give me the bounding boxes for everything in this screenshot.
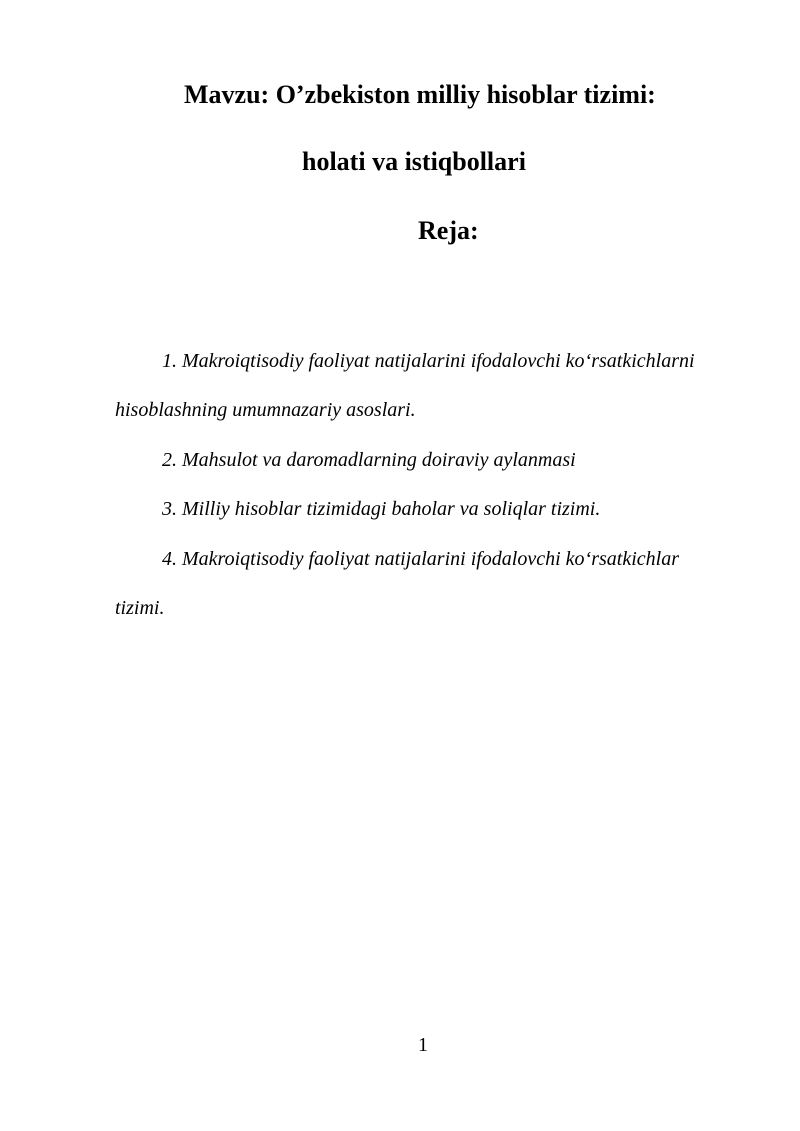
plan-item-4-line-2: tizimi. <box>115 597 165 619</box>
plan-item-4-line-1: 4. Makroiqtisodiy faoliyat natijalarini ifodalovchi ko‘rsatkichlar <box>162 548 679 570</box>
plan-item-1-line-2: hisoblashning umumnazariy asoslari. <box>115 399 416 421</box>
document-title-line-1: Mavzu: O’zbekiston milliy hisoblar tizimi: <box>184 80 656 109</box>
plan-item-3: 3. Milliy hisoblar tizimidagi baholar va soliqlar tizimi. <box>162 498 601 520</box>
page-number: 1 <box>418 1034 428 1056</box>
plan-item-2: 2. Mahsulot va daromadlarning doiraviy aylanmasi <box>162 449 576 471</box>
plan-heading: Reja: <box>418 216 479 245</box>
plan-item-1-line-1: 1. Makroiqtisodiy faoliyat natijalarini ifodalovchi ko‘rsatkichlarni <box>162 350 695 372</box>
document-title-line-2: holati va istiqbollari <box>302 147 526 176</box>
